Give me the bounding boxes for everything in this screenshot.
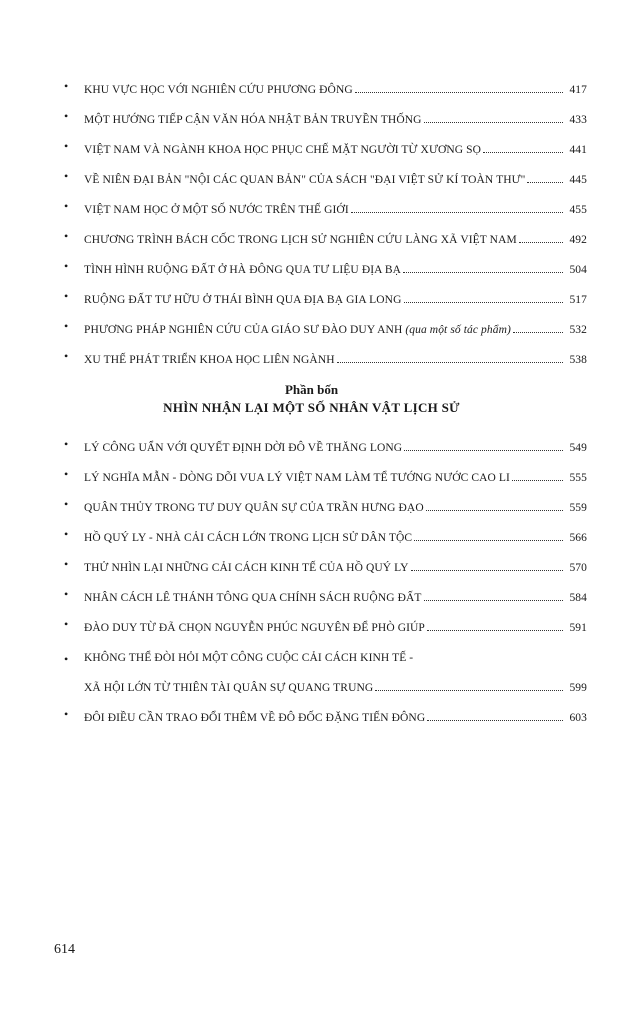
- leader-dots: [414, 540, 563, 541]
- entry-page: 417: [569, 84, 587, 96]
- entry-title: ĐÔI ĐIỀU CẦN TRAO ĐỔI THÊM VỀ ĐÔ ĐỐC ĐẶNG TIẾN ĐÔNG: [84, 712, 426, 724]
- entry-title: LÝ NGHĨA MẪN - DÒNG DÕI VUA LÝ VIỆT NAM LÀM TỂ TƯỚNG NƯỚC CAO LI: [84, 472, 510, 484]
- entry-page: 504: [569, 264, 587, 276]
- entry-page: 445: [569, 174, 587, 186]
- bullet: •: [64, 289, 69, 303]
- toc-list-top: [60, 70, 587, 370]
- bullet: •: [64, 349, 69, 363]
- toc-entry: [60, 310, 587, 340]
- entry-page: 549: [569, 442, 587, 454]
- bullet: •: [64, 557, 69, 571]
- bullet: •: [64, 587, 69, 601]
- entry-title: LÝ CÔNG UẨN VỚI QUYẾT ĐỊNH DỜI ĐÔ VỀ THĂNG LONG: [84, 442, 403, 454]
- entry-title: MỘT HƯỚNG TIẾP CẬN VĂN HÓA NHẬT BẢN TRUYỀN THỐNG: [84, 114, 422, 126]
- leader-dots: [513, 332, 563, 333]
- entry-title-line2: XÃ HỘI LỚN TỪ THIÊN TÀI QUÂN SỰ QUANG TRUNG: [84, 682, 374, 694]
- entry-title: TÌNH HÌNH RUỘNG ĐẤT Ở HÀ ĐÔNG QUA TƯ LIỆU ĐỊA BẠ: [84, 264, 402, 276]
- entry-title: HỒ QUÝ LY - NHÀ CẢI CÁCH LỚN TRONG LỊCH SỬ DÂN TỘC: [84, 532, 413, 544]
- toc-entry: [60, 190, 587, 220]
- entry-page: 538: [569, 354, 587, 366]
- toc-entry: [60, 220, 587, 250]
- toc-entry: [60, 160, 587, 190]
- entry-title: QUÂN THỦY TRONG TƯ DUY QUÂN SỰ CỦA TRẦN HƯNG ĐẠO: [84, 502, 424, 514]
- leader-dots: [375, 690, 563, 691]
- entry-page: 599: [569, 682, 587, 694]
- entry-page: 570: [569, 562, 587, 574]
- entry-page: 555: [569, 472, 587, 484]
- toc-list-bottom: [60, 428, 587, 728]
- leader-dots: [519, 242, 563, 243]
- toc-entry: [60, 280, 587, 310]
- entry-title: CHƯƠNG TRÌNH BÁCH CỐC TRONG LỊCH SỬ NGHIÊN CỨU LÀNG XÃ VIỆT NAM: [84, 234, 517, 246]
- leader-dots: [483, 152, 563, 153]
- bullet: •: [64, 169, 69, 183]
- entry-title: ĐÀO DUY TỪ ĐÃ CHỌN NGUYỄN PHÚC NGUYÊN ĐỂ PHÒ GIÚP: [84, 622, 425, 634]
- entry-page: 433: [569, 114, 587, 126]
- bullet: •: [64, 497, 69, 511]
- leader-dots: [512, 480, 563, 481]
- toc-entry: [60, 340, 587, 370]
- entry-title: KHU VỰC HỌC VỚI NGHIÊN CỨU PHƯƠNG ĐÔNG: [84, 84, 353, 96]
- bullet: •: [64, 199, 69, 213]
- leader-dots: [355, 92, 563, 93]
- leader-dots: [427, 720, 563, 721]
- entry-page: 517: [569, 294, 587, 306]
- leader-dots: [351, 212, 563, 213]
- leader-dots: [426, 510, 563, 511]
- entry-title: VỀ NIÊN ĐẠI BẢN "NỘI CÁC QUAN BẢN" CỦA SÁCH "ĐẠI VIỆT SỬ KÍ TOÀN THƯ": [84, 174, 526, 186]
- toc-entry: [60, 578, 587, 608]
- entry-page: 441: [569, 144, 587, 156]
- page-number: 614: [54, 942, 75, 957]
- section-label: Phần bốn: [284, 382, 339, 397]
- bullet: •: [64, 139, 69, 153]
- leader-dots: [337, 362, 563, 363]
- toc-entry: [60, 518, 587, 548]
- toc-entry: [60, 458, 587, 488]
- toc-entry: [60, 488, 587, 518]
- entry-title: KHÔNG THỂ ĐÒI HỎI MỘT CÔNG CUỘC CẢI CÁCH KINH TẾ -: [84, 652, 414, 664]
- entry-title: XU THẾ PHÁT TRIỂN KHOA HỌC LIÊN NGÀNH: [84, 354, 335, 366]
- bullet: •: [64, 259, 69, 273]
- entry-page: 584: [569, 592, 587, 604]
- entry-title-main: PHƯƠNG PHÁP NGHIÊN CỨU CỦA GIÁO SƯ ĐÀO DUY ANH: [84, 324, 403, 336]
- bullet: •: [64, 707, 69, 721]
- leader-dots: [527, 182, 563, 183]
- entry-title: VIỆT NAM VÀ NGÀNH KHOA HỌC PHỤC CHẾ MẶT NGƯỜI TỪ XƯƠNG SỌ: [84, 144, 482, 156]
- bullet: •: [64, 109, 69, 123]
- entry-title: VIỆT NAM HỌC Ở MỘT SỐ NƯỚC TRÊN THẾ GIỚI: [84, 204, 349, 216]
- bullet: •: [64, 467, 69, 481]
- leader-dots: [403, 272, 563, 273]
- toc-entry: [60, 548, 587, 578]
- toc-entry: [60, 638, 587, 698]
- bullet: •: [64, 79, 69, 93]
- entry-title-italic: (qua một số tác phẩm): [405, 324, 511, 336]
- toc-entry: [60, 130, 587, 160]
- bullet: •: [64, 617, 69, 631]
- entry-title: RUỘNG ĐẤT TƯ HỮU Ở THÁI BÌNH QUA ĐỊA BẠ GIA LONG: [84, 294, 402, 306]
- entry-page: 591: [569, 622, 587, 634]
- bullet: •: [64, 437, 69, 451]
- entry-page: 455: [569, 204, 587, 216]
- leader-dots: [404, 450, 563, 451]
- entry-page: 603: [569, 712, 587, 724]
- entry-title: [84, 324, 511, 336]
- entry-title: NHÂN CÁCH LÊ THÁNH TÔNG QUA CHÍNH SÁCH RUỘNG ĐẤT: [84, 592, 422, 604]
- bullet: •: [64, 652, 69, 666]
- leader-dots: [424, 600, 563, 601]
- section-title: NHÌN NHẬN LẠI MỘT SỐ NHÂN VẬT LỊCH SỬ: [163, 400, 460, 415]
- entry-page: 566: [569, 532, 587, 544]
- bullet: •: [64, 527, 69, 541]
- entry-page: 559: [569, 502, 587, 514]
- entry-page: 492: [569, 234, 587, 246]
- toc-entry: [60, 698, 587, 728]
- toc-entry: [60, 100, 587, 130]
- toc-entry: [60, 428, 587, 458]
- toc-entry: [60, 250, 587, 280]
- toc-entry: [60, 608, 587, 638]
- leader-dots: [424, 122, 563, 123]
- leader-dots: [427, 630, 563, 631]
- bullet: •: [64, 319, 69, 333]
- toc-entry: [60, 70, 587, 100]
- leader-dots: [411, 570, 563, 571]
- leader-dots: [404, 302, 564, 303]
- bullet: •: [64, 229, 69, 243]
- entry-page: 532: [569, 324, 587, 336]
- entry-title: THỬ NHÌN LẠI NHỮNG CẢI CÁCH KINH TẾ CỦA HỒ QUÝ LY: [84, 562, 409, 574]
